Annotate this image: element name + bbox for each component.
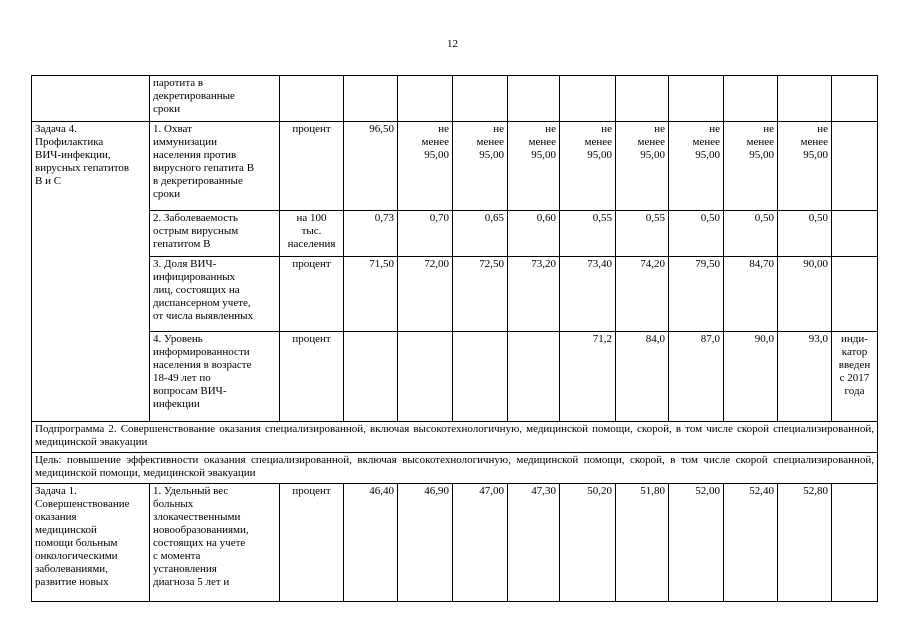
value-cell: 84,70: [724, 257, 778, 332]
note-cell: [832, 122, 878, 211]
unit-cell: на 100 тыс. населения: [280, 211, 344, 257]
value-cell: 71,2: [560, 332, 616, 422]
note-cell: [832, 257, 878, 332]
value-cell: не менее 95,00: [616, 122, 669, 211]
value-cell: 72,00: [398, 257, 453, 332]
value-cell: 71,50: [344, 257, 398, 332]
value-cell: 0,60: [508, 211, 560, 257]
indicators-table: [31, 75, 878, 602]
value-cell: не менее 95,00: [778, 122, 832, 211]
unit-cell: процент: [280, 484, 344, 602]
value-cell: не менее 95,00: [508, 122, 560, 211]
value-cell: 52,40: [724, 484, 778, 602]
indicator-cell: 1. Удельный вес больных злокачественными новообразованиями, состоящих на учете с момента установления диагноза 5 лет и: [150, 484, 280, 602]
table-row: [32, 422, 878, 453]
indicator-cell: 1. Охват иммунизации населения против вирусного гепатита В в декретированные сроки: [150, 122, 280, 211]
value-cell: [344, 332, 398, 422]
indicator-cell: паротита в декретированные сроки: [150, 76, 280, 122]
goal-text: Цель: повышение эффективности оказания специализированной, включая высокотехнологичную, медицинской помощи, скорой, в том числе скорой специализированной, медицинской помощи, медицинской эвакуации: [32, 453, 878, 484]
value-cell: 72,50: [453, 257, 508, 332]
value-cell: [453, 332, 508, 422]
value-cell: 0,70: [398, 211, 453, 257]
value-cell: не менее 95,00: [724, 122, 778, 211]
page-number: 12: [447, 38, 458, 50]
value-cell: [398, 332, 453, 422]
subprogram-title: Подпрограмма 2. Совершенствование оказания специализированной, включая высокотехнологичную, медицинской помощи, скорой, в том числе скорой специализированной, медицинской эвакуации: [32, 422, 878, 453]
value-cell: 96,50: [344, 122, 398, 211]
value-cell: не менее 95,00: [560, 122, 616, 211]
unit-cell: процент: [280, 257, 344, 332]
value-cell: 51,80: [616, 484, 669, 602]
value-cell: 0,55: [560, 211, 616, 257]
value-cell: 90,00: [778, 257, 832, 332]
value-cell: 93,0: [778, 332, 832, 422]
note-cell: [832, 211, 878, 257]
value-cell: [508, 332, 560, 422]
table-row: [32, 122, 878, 211]
value-cell: 52,80: [778, 484, 832, 602]
value-cell: 73,40: [560, 257, 616, 332]
table-row: [32, 484, 878, 602]
note-cell: инди- катор введен с 2017 года: [832, 332, 878, 422]
unit-cell: процент: [280, 122, 344, 211]
value-cell: 0,50: [724, 211, 778, 257]
value-cell: не менее 95,00: [398, 122, 453, 211]
table-row: [32, 453, 878, 484]
unit-cell: процент: [280, 332, 344, 422]
table-row: [32, 76, 878, 122]
value-cell: 84,0: [616, 332, 669, 422]
value-cell: 50,20: [560, 484, 616, 602]
value-cell: 79,50: [669, 257, 724, 332]
task-cell: Задача 4. Профилактика ВИЧ-инфекции, вирусных гепатитов В и С: [32, 122, 150, 422]
indicator-cell: 3. Доля ВИЧ- инфицированных лиц, состоящих на диспансерном учете, от числа выявленных: [150, 257, 280, 332]
value-cell: не менее 95,00: [669, 122, 724, 211]
value-cell: 74,20: [616, 257, 669, 332]
task-cell: Задача 1. Совершенствование оказания медицинской помощи больным онкологическими заболеваниями, развитие новых: [32, 484, 150, 602]
value-cell: 90,0: [724, 332, 778, 422]
note-cell: [832, 484, 878, 602]
value-cell: 87,0: [669, 332, 724, 422]
table-row: [32, 211, 878, 257]
value-cell: не менее 95,00: [453, 122, 508, 211]
value-cell: 0,50: [778, 211, 832, 257]
value-cell: 0,50: [669, 211, 724, 257]
value-cell: 73,20: [508, 257, 560, 332]
indicator-cell: 4. Уровень информированности населения в возрасте 18-49 лет по вопросам ВИЧ- инфекции: [150, 332, 280, 422]
indicator-cell: 2. Заболеваемость острым вирусным гепатитом В: [150, 211, 280, 257]
value-cell: 46,40: [344, 484, 398, 602]
value-cell: 0,55: [616, 211, 669, 257]
task-cell: [32, 76, 150, 122]
value-cell: 47,30: [508, 484, 560, 602]
value-cell: 46,90: [398, 484, 453, 602]
table-row: [32, 257, 878, 332]
value-cell: 47,00: [453, 484, 508, 602]
value-cell: 0,65: [453, 211, 508, 257]
table-body: [32, 76, 878, 602]
table-row: [32, 332, 878, 422]
value-cell: 52,00: [669, 484, 724, 602]
value-cell: 0,73: [344, 211, 398, 257]
